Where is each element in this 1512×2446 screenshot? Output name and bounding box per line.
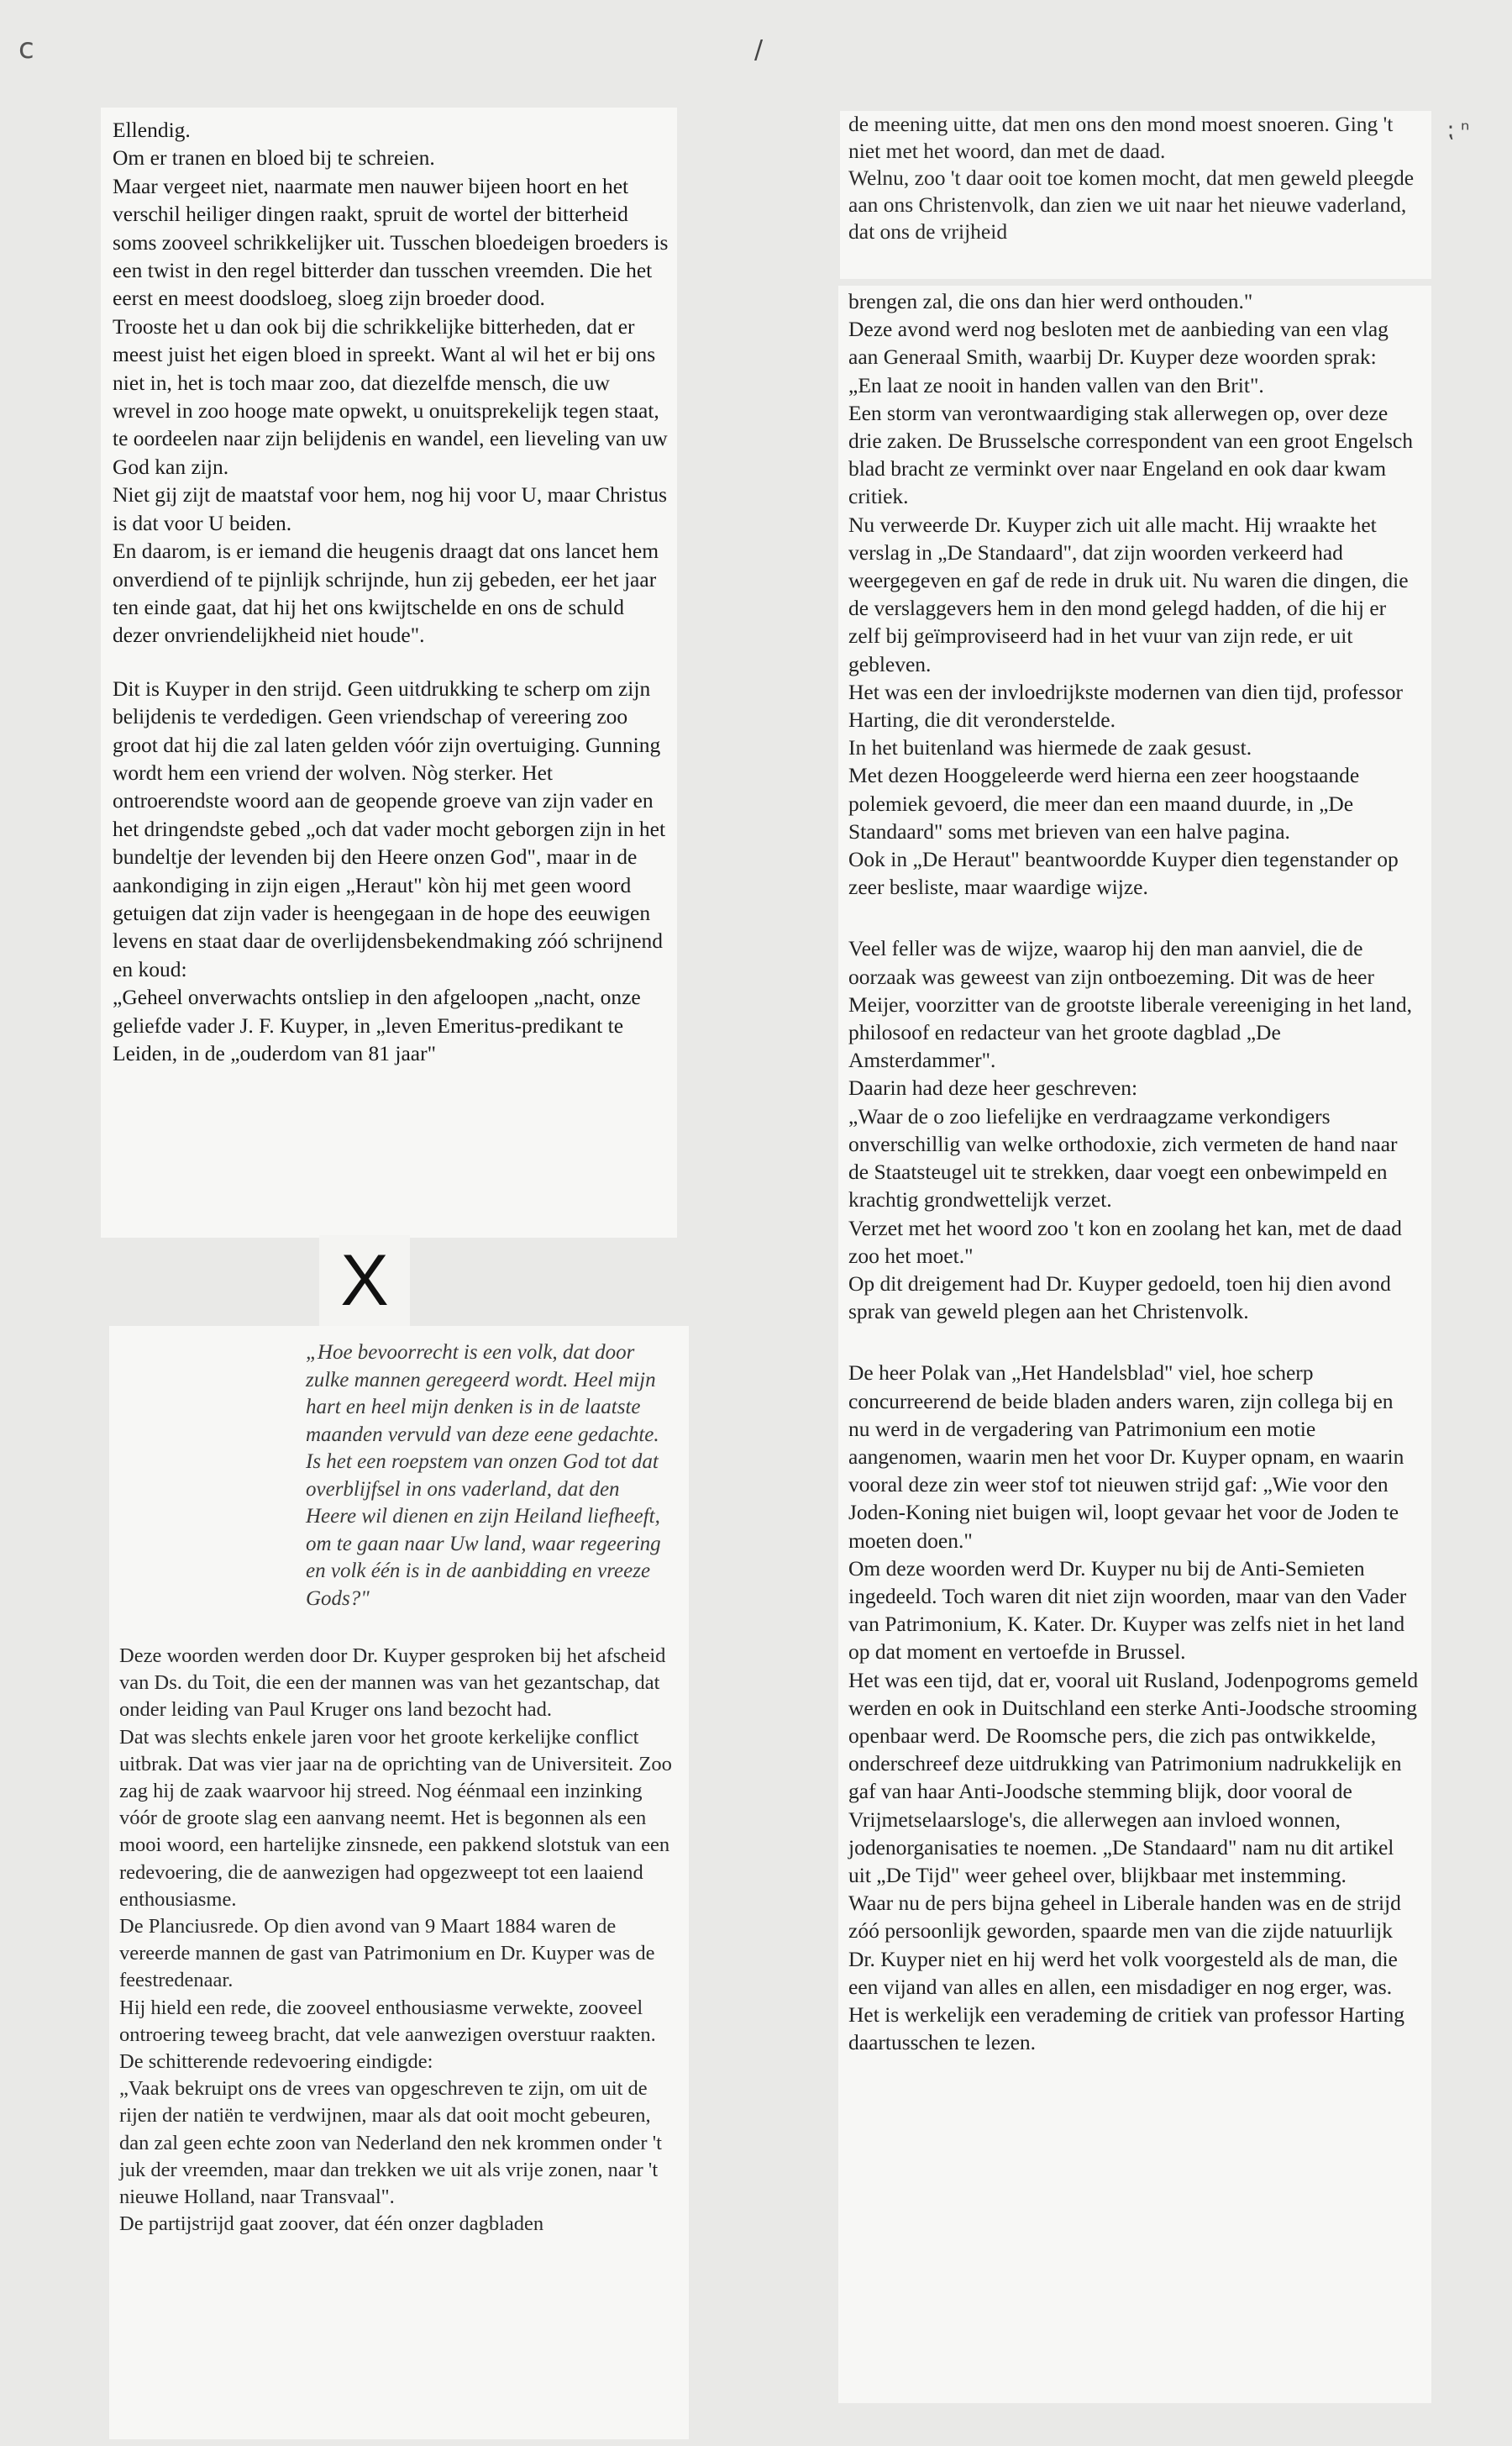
paragraph: brengen zal, die ons dan hier werd onthouden." <box>848 289 1253 313</box>
paragraph: Waar nu de pers bijna geheel in Liberale handen was en de strijd zóó persoonlijk geworden, spaarde men van die zijde natuurlijk Dr. Kuyper niet en hij werd het volk voorgesteld als de man, die een vijand van alles en allen, een misdadiger en nog erger, was. Het is werkelijk een verademing de critiek van professor Harting daartusschen te lezen. <box>848 1891 1405 2055</box>
clipping-right-top <box>840 111 1431 279</box>
paragraph: de meening uitte, dat men ons den mond moest snoeren. Ging 't niet met het woord, dan met de daad. <box>848 112 1394 163</box>
paragraph: Trooste het u dan ook bij die schrikkelijke bitterheden, dat er meest juist het eigen bloed in spreekt. Want al wil het er bij ons niet in, het is toch maar zoo, dat diezelfde mensch, die uw wrevel in zoo hooge mate opwekt, u onuitsprekelijk tegen staat, te oordeelen naar zijn belijdenis en wandel, een lieveling van uw God kan zijn. <box>113 313 668 479</box>
paragraph: Veel feller was de wijze, waarop hij den man aanviel, die de oorzaak was geweest van zijn ontboezeming. Dit was de heer Meijer, voorzitter van de grootste liberale vereeniging in het land, philosoof en redacteur van het groote dagblad „De Amsterdammer". <box>848 936 1412 1073</box>
pencil-mark-top: / <box>754 35 764 65</box>
paragraph: De heer Polak van „Het Handelsblad" viel, hoe scherp concurreerend de beide bladen anders waren, zijn collega bij en nu werd in de vergadering van Patrimonium een motie aangenomen, waarin men het voor Dr. Kuyper opnam, en waarin vooral deze zin weer stof tot nieuwen strijd gaf: „Wie voor den Joden-Koning niet buigen wil, loopt gevaar het voor de Joden te moeten doen." <box>848 1360 1404 1553</box>
pencil-mark-right: ⁏ ⁿ <box>1446 118 1470 143</box>
paragraph: Dit is Kuyper in den strijd. Geen uitdrukking te scherp om zijn belijdenis te verdedigen. Geen vriendschap of vereering zoo groot dat hij die zal laten gelden vóór zijn overtuiging. Gunning wordt hem een vriend der wolven. Nòg sterker. Het ontroerendste woord aan de geopende groeve van zijn vader en het dringendste gebed „och dat vader mocht geborgen zijn in het bundeltje der levenden bij den Heere onzen God", maar in de aankondiging in zijn eigen „Heraut" kòn hij met geen woord getuigen dat zijn vader is heengegaan in de hope des eeuwigen levens en staat daar de overlijdensbekendmaking zóó schrijnend en koud: <box>113 676 666 981</box>
paragraph: Daarin had deze heer geschreven: <box>848 1076 1138 1101</box>
paragraph: Ellendig. <box>113 118 191 142</box>
paragraph: De schitterende redevoering eindigde: <box>119 2050 433 2074</box>
paragraph: Deze avond werd nog besloten met de aanbieding van een vlag aan Generaal Smith, waarbij Dr. Kuyper deze woorden sprak: <box>848 317 1389 370</box>
paragraph: Om er tranen en bloed bij te schreien. <box>113 145 435 171</box>
paragraph: Op dit dreigement had Dr. Kuyper gedoeld, toen hij dien avond sprak van geweld plegen aan het Christenvolk. <box>848 1270 1391 1324</box>
paragraph: Om deze woorden werd Dr. Kuyper nu bij de Anti-Semieten ingedeeld. Toch waren dit niet zijn woorden, maar van den Vader van Patrimonium, K. Kater. Dr. Kuyper was zelfs niet in het land op dat moment en vertoefde in Brussel. <box>848 1555 1407 1665</box>
paragraph: Deze woorden werden door Dr. Kuyper gesproken bij het afscheid van Ds. du Toit, die een der mannen was van het gezantschap, dat onder leiding van Paul Kruger ons land bezocht had. <box>119 1644 666 1722</box>
paragraph: Het was een tijd, dat er, vooral uit Rusland, Jodenpogroms gemeld werden en ook in Duitschland een sterke Anti-Joodsche strooming openbaar werd. De Roomsche pers, die zich pas ontwikkelde, onderschreef deze uitdrukking van Patrimonium nadrukkelijk en gaf van haar Anti-Joodsche stemming blijk, door vooral de Vrijmetselaarsloge's, die allerwegen aan invloed wonnen, jodenorganisaties te noemen. „De Standaard" nam nu dit artikel uit „De Tijd" weer geheel over, blijkbaar met instemming. <box>848 1667 1419 1887</box>
paragraph: Een storm van verontwaardiging stak allerwegen op, over deze drie zaken. De Brusselsche correspondent van een groot Engelsch blad bracht ze verminkt over naar Engeland en ook daar kwam critiek. <box>848 400 1413 509</box>
paragraph: „Vaak bekruipt ons de vrees van opgeschreven te zijn, om uit de rijen der natiën te verdwijnen, maar als dat ooit mocht gebeuren, dan zal geen echte zoon van Nederland den nek krommen onder 't juk der vreemden, maar dan trekken we uit als vrije zonen, naar 't nieuwe Holland, naar Transvaal". <box>119 2077 662 2209</box>
paragraph: Ook in „De Heraut" beantwoordde Kuyper dien tegenstander op zeer besliste, maar waardige wijze. <box>848 847 1399 900</box>
paragraph: De Planciusrede. Op dien avond van 9 Maart 1884 waren de vereerde mannen de gast van Patrimonium en Dr. Kuyper was de feestredenaar. <box>119 1915 655 1992</box>
paragraph: Welnu, zoo 't daar ooit toe komen mocht, dat men geweld pleegde aan ons Christenvolk, dan zien we uit naar het nieuwe vaderland, dat ons de vrijheid <box>848 166 1415 244</box>
section-marker: X <box>340 1240 389 1321</box>
paragraph: Het was een der invloedrijkste modernen van dien tijd, professor Harting, die dit veronderstelde. <box>848 679 1403 733</box>
paragraph: In het buitenland was hiermede de zaak gesust. <box>848 735 1252 760</box>
section-marker-clipping <box>319 1235 410 1326</box>
paragraph: Maar vergeet niet, naarmate men nauwer bijeen hoort en het verschil heiliger dingen raakt, spruit de wortel der bitterheid soms zooveel schrikkelijker uit. Tusschen bloedeigen broeders is een twist in den regel bitterder dan tusschen vreemden. Die het eerst en meest doodsloeg, sloeg zijn broeder dood. <box>113 173 669 311</box>
pencil-mark-top-left: ⅽ <box>18 32 34 66</box>
quote-block: „Hoe bevoorrecht is een volk, dat door zulke mannen geregeerd wordt. Heel mijn hart en heel mijn denken is in de laatste maanden vervuld van deze eene gedachte. Is het een roepstem van onzen God tot dat overblijfsel in ons vaderland, dat den Heere wil dienen en zijn Heiland liefheeft, om te gaan naar Uw land, waar regeering en volk één is in de aanbidding en vreeze Gods?" <box>306 1341 661 1610</box>
paragraph: „Geheel onverwachts ontsliep in den afgeloopen „nacht, onze geliefde vader J. F. Kuyper, in „leven Emeritus-predikant te Leiden, in de „ouderdom van 81 jaar" <box>113 985 641 1065</box>
paragraph: Dat was slechts enkele jaren voor het groote kerkelijke conflict uitbrak. Dat was vier jaar na de oprichting van de Universiteit. Zoo zag hij de zaak waarvoor hij streed. Nog éénmaal een inzinking vóór de groote slag een aanvang neemt. Het is begonnen als een mooi woord, een hartelijke zinsnede, een pakkend slotstuk van een redevoering, die de aanwezigen had opgezweept tot een laaiend enthousiasme. <box>119 1725 672 1911</box>
clipping-left-bottom <box>109 1326 689 2439</box>
paragraph: Met dezen Hooggeleerde werd hierna een zeer hoogstaande polemiek gevoerd, die meer dan een maand duurde, in „De Standaard" soms met brieven van een halve pagina. <box>848 763 1360 844</box>
paragraph: Nu verweerde Dr. Kuyper zich uit alle macht. Hij wraakte het verslag in „De Standaard", dat zijn woorden verkeerd had weergegeven en gaf de rede in druk uit. Nu waren die dingen, die de verslaggevers hem in den mond gelegd hadden, of die hij er zelf bij geïmproviseerd had in het vuur van zijn rede, er uit gebleven. <box>848 512 1409 676</box>
paragraph: En daarom, is er iemand die heugenis draagt dat ons lancet hem onverdiend of te pijnlijk schrijnde, hun zij gebeden, eer het jaar ten einde gaat, dat hij het ons kwijtschelde en ons de schuld dezer onvriendelijkheid niet houde". <box>113 539 659 648</box>
clipping-right-main <box>838 286 1431 2403</box>
paragraph: Hij hield een rede, die zooveel enthousiasme verwekte, zooveel ontroering teweeg bracht, dat vele aanwezigen overstuur raakten. <box>119 1996 656 2046</box>
paragraph: „En laat ze nooit in handen vallen van den Brit". <box>848 372 1264 397</box>
paragraph: Niet gij zijt de maatstaf voor hem, nog hij voor U, maar Christus is dat voor U beiden. <box>113 482 668 535</box>
clipping-left-top <box>101 108 677 1238</box>
paragraph: De partijstrijd gaat zoover, dat één onzer dagbladen <box>119 2212 544 2236</box>
paragraph: „Waar de o zoo liefelijke en verdraagzame verkondigers onverschillig van welke orthodoxie, zich vermeten de hand naar de Staatsteugel uit te strekken, daar voegt een onbewimpeld en krachtig grondwettelijk verzet. <box>848 1103 1398 1212</box>
paragraph: Verzet met het woord zoo 't kon en zoolang het kan, met de daad zoo het moet." <box>848 1215 1402 1268</box>
